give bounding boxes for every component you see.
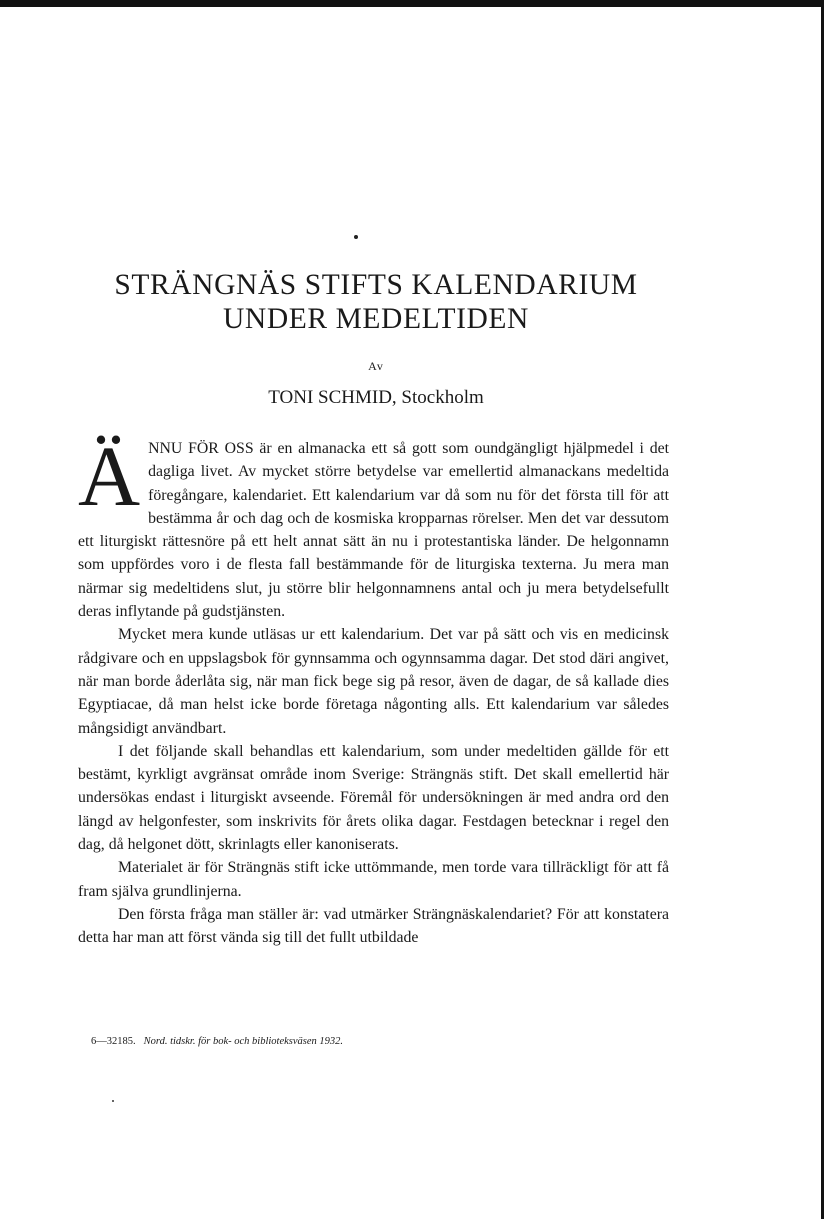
article-body bbox=[78, 428, 669, 950]
byline: Av bbox=[368, 359, 384, 373]
page-footer bbox=[91, 1036, 343, 1047]
paragraph-5: Den första fråga man ställer är: vad utmärker Strängnäskalendariet? För att konstatera detta har man att först vända sig till det fullt utbildade bbox=[78, 905, 669, 947]
author-name: TONI SCHMID, Stockholm bbox=[268, 387, 484, 408]
printer-signature: 6—32185. bbox=[91, 1036, 136, 1047]
journal-citation: Nord. tidskr. för bok- och biblioteksväsen 1932. bbox=[143, 1036, 344, 1047]
title-line-1: STRÄNGNÄS STIFTS KALENDARIUM bbox=[114, 269, 638, 301]
drop-cap: Ä bbox=[78, 428, 141, 524]
paragraph-1 bbox=[78, 428, 669, 623]
print-speck bbox=[354, 235, 358, 239]
paragraph-1-text: NNU FÖR OSS är en almanacka ett så gott som oundgängligt hjälpmedel i det dagliga livet. Av mycket större betydelse var emellertid almanackans medeltida föregångare, kalendariet. Ett kalendarium var då som nu för det första till för att bestämma år och dag och de kosmiska kropparnas rörelser. Men det var dessutom ett liturgiskt rättesnöre på ett helt annat sätt än nu i protestantiska länder. De helgonnamn som uppfördes voro i de flesta fall bestämmande för de liturgiska texterna. Ju mera man närmar sig medeltidens slut, ju större blir helgonnamnens antal och ju mera betydelsefullt deras inflytande på gudstjänsten. bbox=[78, 440, 669, 621]
paragraph-2: Mycket mera kunde utläsas ur ett kalendarium. Det var på sätt och vis en medicinsk rådgivare och en uppslagsbok för gynnsamma och ogynnsamma dagar. Det stod däri angivet, när man borde åderlåta sig, när man fick bege sig på resor, även de dagar, de så kallade dies Egyptiacae, då man helst icke borde företaga någonting alls. Ett kalendarium var således mångsidigt användbart. bbox=[78, 626, 669, 737]
article-title bbox=[0, 268, 752, 336]
paragraph-4: Materialet är för Strängnäs stift icke uttömmande, men torde vara tillräckligt för att få fram själva grundlinjerna. bbox=[78, 859, 669, 900]
print-speck-lower bbox=[112, 1100, 114, 1102]
paragraph-3: I det följande skall behandlas ett kalendarium, som under medeltiden gällde för ett bestämt, kyrkligt avgränsat område inom Sverige: Strängnäs stift. Det skall emellertid här undersökas endast i liturgiskt avseende. Föremål för undersökningen är med andra ord den längd av helgonfester, som inskrivits för årets olika dagar. Festdagen betecknar i regel den dag, då helgonet dött, skrinlagts eller kanoniserats. bbox=[78, 742, 669, 854]
page-top-border bbox=[0, 0, 824, 7]
title-line-2: UNDER MEDELTIDEN bbox=[223, 303, 529, 335]
